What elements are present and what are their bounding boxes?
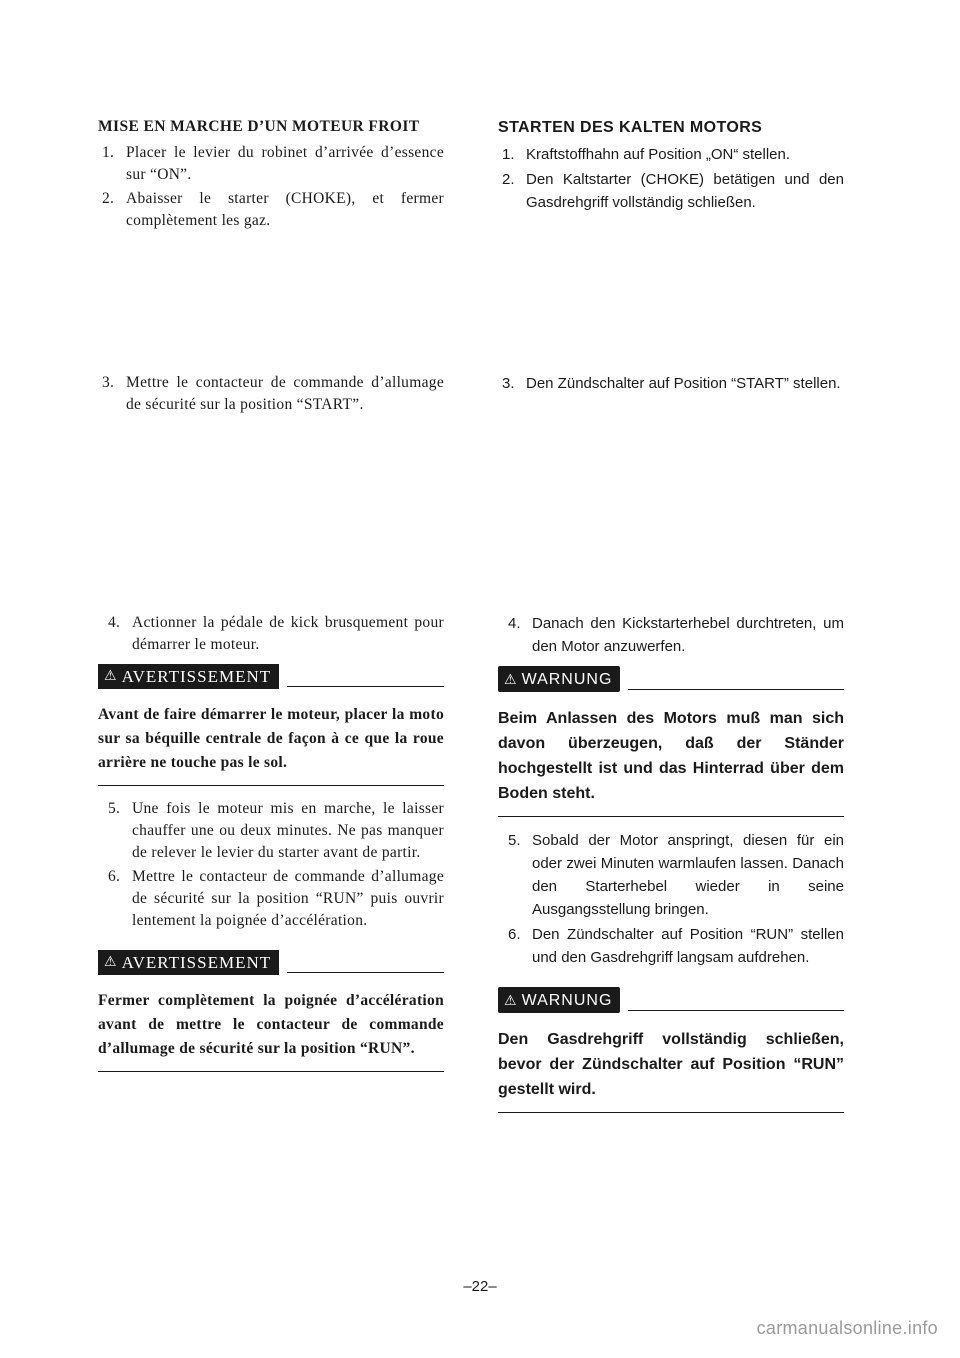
de-warning-2-header bbox=[498, 987, 844, 1013]
fr-warning-1-rule bbox=[98, 785, 444, 786]
de-step-5: 5. Sobald der Motor anspringt, diesen für ein oder zwei Minuten warmlaufen lassen. Danach den Starterhebel wieder in seine Ausgangsstellung bringen. bbox=[508, 832, 844, 918]
warning-triangle-icon: ⚠ bbox=[104, 669, 118, 684]
fr-step-4: 4. Actionner la pédale de kick brusquement pour démarrer le moteur. bbox=[108, 614, 444, 653]
fr-warning-2-header bbox=[98, 950, 444, 975]
fr-warning-2-badge: ⚠ AVERTISSEMENT bbox=[98, 950, 279, 975]
fr-step-6: 6. Mettre le contacteur de commande d’allumage de sécurité sur la position “RUN” puis ouvrir lentement la poignée d’accélération. bbox=[108, 868, 444, 929]
de-step-4: 4. Danach den Kickstarterhebel durchtreten, um den Motor anzuwerfen. bbox=[508, 615, 844, 655]
warning-header-rule bbox=[628, 1010, 844, 1011]
de-warning-1-header bbox=[498, 666, 844, 692]
de-step-3: 3. Den Zündschalter auf Position “START” stellen. bbox=[502, 375, 841, 392]
warning-triangle-icon: ⚠ bbox=[504, 671, 518, 687]
de-step-4-block bbox=[498, 612, 844, 1125]
fr-warning-1-badge: ⚠ AVERTISSEMENT bbox=[98, 664, 279, 689]
fr-step-3: 3. Mettre le contacteur de commande d’allumage de sécurité sur la position “START”. bbox=[102, 374, 444, 413]
fr-heading: MISE EN MARCHE D’UN MOTEUR FROIT bbox=[98, 118, 420, 135]
de-warning-2-rule bbox=[498, 1112, 844, 1113]
de-step-1: 1. Kraftstoffhahn auf Position „ON“ stellen. bbox=[502, 146, 791, 163]
fr-section-cold-start bbox=[98, 116, 444, 234]
de-step-2: 2. Den Kaltstarter (CHOKE) betätigen und den Gasdrehgriff vollständig schließen. bbox=[502, 171, 844, 211]
fr-step-4-block bbox=[98, 612, 444, 1084]
warning-header-rule bbox=[628, 689, 844, 690]
de-section-cold-start bbox=[498, 116, 844, 216]
fr-warning-1-header bbox=[98, 664, 444, 689]
warning-triangle-icon: ⚠ bbox=[104, 955, 118, 970]
fr-step-2: 2. Abaisser le starter (CHOKE), et fermer complètement les gaz. bbox=[102, 190, 444, 229]
warning-header-rule bbox=[287, 972, 444, 973]
warning-header-rule bbox=[287, 686, 444, 687]
de-heading: STARTEN DES KALTEN MOTORS bbox=[498, 119, 763, 136]
de-warning-1-badge: ⚠ WARNUNG bbox=[498, 666, 620, 692]
de-step-6: 6. Den Zündschalter auf Position “RUN” stellen und den Gasdrehgriff langsam aufdrehen. bbox=[508, 926, 844, 966]
fr-step-1: 1. Placer le levier du robinet d’arrivée d’essence sur “ON”. bbox=[102, 144, 444, 183]
de-warning-2-badge: ⚠ WARNUNG bbox=[498, 987, 620, 1013]
warning-triangle-icon: ⚠ bbox=[504, 992, 518, 1008]
fr-step-3-block bbox=[98, 372, 444, 418]
watermark: carmanualsonline.info bbox=[756, 1318, 938, 1338]
de-step-3-block bbox=[498, 372, 844, 397]
page-number: –22– bbox=[463, 1278, 497, 1295]
fr-warning-2-text: Fermer complètement la poignée d’accélération avant de mettre le contacteur de commande d’allumage de sécurité sur la position “RUN”. bbox=[98, 992, 444, 1057]
fr-warning-2-rule bbox=[98, 1071, 444, 1072]
fr-step-5: 5. Une fois le moteur mis en marche, le laisser chauffer une ou deux minutes. Ne pas manquer de relever le levier du starter avant de partir. bbox=[108, 800, 444, 861]
de-warning-2-text: Den Gasdrehgriff vollständig schließen, bevor der Zündschalter auf Position “RUN” gestellt wird. bbox=[498, 1031, 844, 1098]
de-warning-1-rule bbox=[498, 816, 844, 817]
fr-warning-1-text: Avant de faire démarrer le moteur, placer la moto sur sa béquille centrale de façon à ce que la roue arrière ne touche pas le sol. bbox=[98, 706, 444, 771]
de-warning-1-text: Beim Anlassen des Motors muß man sich davon überzeugen, daß der Ständer hochgestellt ist und das Hinterrad über dem Boden steht. bbox=[498, 710, 844, 802]
